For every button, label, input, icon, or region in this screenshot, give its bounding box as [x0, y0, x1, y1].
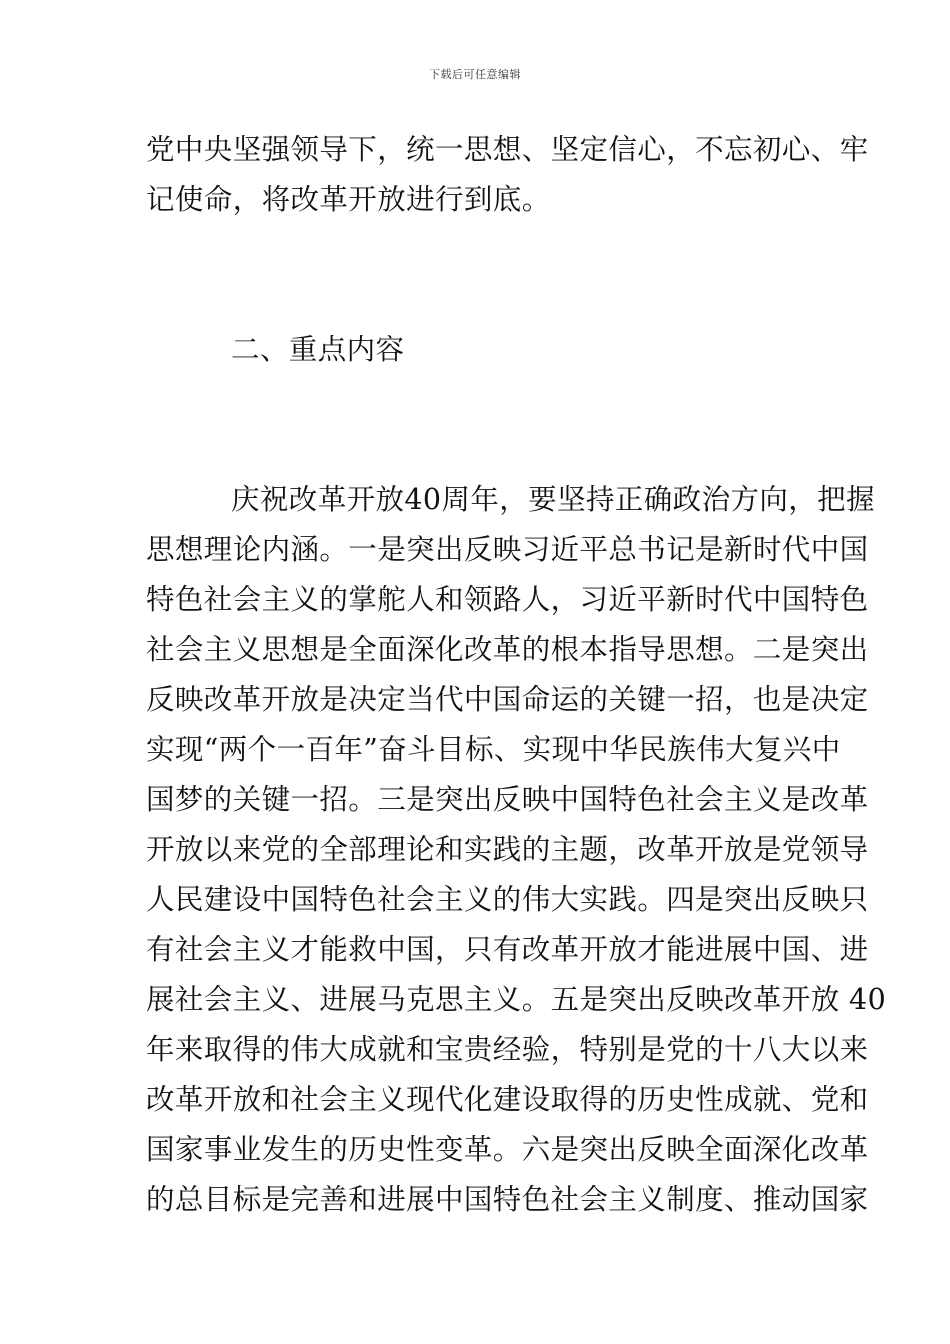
paragraph-line: 年来取得的伟大成就和宝贵经验，特别是党的十八大以来: [146, 1033, 869, 1066]
paragraph-line: 国家事业发生的历史性变革。六是突出反映全面深化改革: [146, 1133, 869, 1166]
paragraph-line: 改革开放和社会主义现代化建设取得的历史性成就、党和: [146, 1083, 869, 1116]
paragraph-line: 社会主义思想是全面深化改革的根本指导思想。二是突出: [146, 633, 869, 666]
paragraph-line: 实现“两个一百年”奋斗目标、实现中华民族伟大复兴中: [146, 733, 841, 766]
intro-line-1: 党中央坚强领导下，统一思想、坚定信心，不忘初心、牢: [146, 133, 869, 166]
paragraph-line: 反映改革开放是决定当代中国命运的关键一招，也是决定: [146, 683, 869, 716]
paragraph-line: 有社会主义才能救中国，只有改革开放才能进展中国、进: [146, 933, 869, 966]
paragraph-line: 思想理论内涵。一是突出反映习近平总书记是新时代中国: [146, 533, 869, 566]
paragraph-line: 开放以来党的全部理论和实践的主题，改革开放是党领导: [146, 833, 869, 866]
page-header-note: 下载后可任意编辑: [429, 68, 521, 81]
paragraph-line: 特色社会主义的掌舵人和领路人，习近平新时代中国特色: [146, 583, 869, 616]
paragraph-line: 人民建设中国特色社会主义的伟大实践。四是突出反映只: [146, 883, 869, 916]
paragraph-line: 展社会主义、进展马克思主义。五是突出反映改革开放 40: [146, 983, 887, 1016]
paragraph-line: 国梦的关键一招。三是突出反映中国特色社会主义是改革: [146, 783, 869, 816]
intro-line-2: 记使命，将改革开放进行到底。: [146, 183, 551, 216]
paragraph-line: 庆祝改革开放40周年，要坚持正确政治方向，把握: [231, 483, 875, 516]
paragraph-line: 的总目标是完善和进展中国特色社会主义制度、推动国家: [146, 1183, 869, 1216]
section-heading: 二、重点内容: [231, 333, 405, 366]
